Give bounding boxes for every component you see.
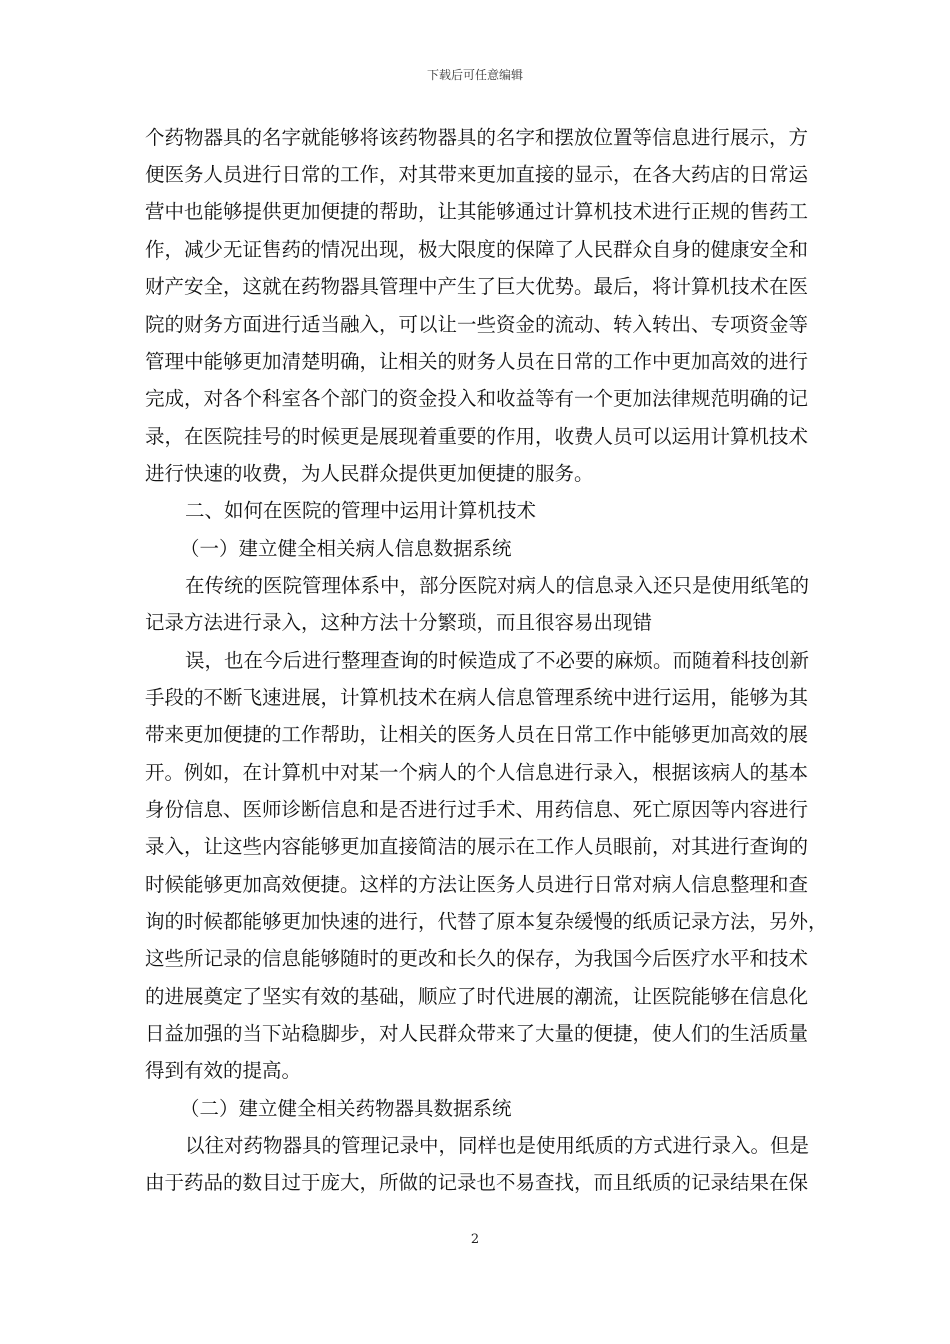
body-line: 询的时候都能够更加快速的进行，代替了原本复杂缓慢的纸质记录方法，另外， — [145, 910, 828, 933]
body-line: 日益加强的当下站稳脚步，对人民群众带来了大量的便捷，使人们的生活质量 — [145, 1022, 809, 1045]
body-line: 由于药品的数目过于庞大，所做的记录也不易查找，而且纸质的记录结果在保 — [145, 1171, 809, 1194]
body-line: 手段的不断飞速进展，计算机技术在病人信息管理系统中进行运用，能够为其 — [145, 686, 809, 709]
header-note: 下载后可任意编辑 — [426, 68, 523, 82]
body-line: 带来更加便捷的工作帮助，让相关的医务人员在日常工作中能够更加高效的展 — [145, 723, 809, 746]
body-line: 身份信息、医师诊断信息和是否进行过手术、用药信息、死亡原因等内容进行 — [145, 798, 809, 821]
body-line: 记录方法进行录入，这种方法十分繁琐，而且很容易出现错 — [145, 611, 653, 634]
body-line: 个药物器具的名字就能够将该药物器具的名字和摆放位置等信息进行展示，方 — [145, 126, 809, 149]
body-line: 误，也在今后进行整理查询的时候造成了不必要的麻烦。而随着科技创新 — [185, 649, 810, 672]
body-line: 在传统的医院管理体系中，部分医院对病人的信息录入还只是使用纸笔的 — [185, 574, 810, 597]
section-heading: 二、如何在医院的管理中运用计算机技术 — [185, 499, 537, 522]
body-line: 管理中能够更加清楚明确，让相关的财务人员在日常的工作中更加高效的进行 — [145, 350, 809, 373]
body-line: 便医务人员进行日常的工作，对其带来更加直接的显示，在各大药店的日常运 — [145, 163, 809, 186]
page-number: 2 — [470, 1232, 480, 1247]
body-line: 财产安全，这就在药物器具管理中产生了巨大优势。最后，将计算机技术在医 — [145, 275, 809, 298]
subsection-heading: （二）建立健全相关药物器具数据系统 — [180, 1097, 512, 1120]
body-line: 录入，让这些内容能够更加直接简洁的展示在工作人员眼前，对其进行查询的 — [145, 835, 809, 858]
body-line: 得到有效的提高。 — [145, 1059, 302, 1082]
body-line: 以往对药物器具的管理记录中，同样也是使用纸质的方式进行录入。但是 — [185, 1134, 810, 1157]
body-line: 完成，对各个科室各个部门的资金投入和收益等有一个更加法律规范明确的记 — [145, 387, 809, 410]
body-line: 院的财务方面进行适当融入，可以让一些资金的流动、转入转出、专项资金等 — [145, 313, 809, 336]
body-line: 这些所记录的信息能够随时的更改和长久的保存，为我国今后医疗水平和技术 — [145, 947, 809, 970]
subsection-heading: （一）建立健全相关病人信息数据系统 — [180, 537, 512, 560]
body-line: 营中也能够提供更加便捷的帮助，让其能够通过计算机技术进行正规的售药工 — [145, 200, 809, 223]
body-line: 时候能够更加高效便捷。这样的方法让医务人员进行日常对病人信息整理和查 — [145, 873, 809, 896]
body-line: 进行快速的收费，为人民群众提供更加便捷的服务。 — [145, 462, 594, 485]
body-line: 录，在医院挂号的时候更是展现着重要的作用，收费人员可以运用计算机技术 — [145, 425, 809, 448]
body-line: 的进展奠定了坚实有效的基础，顺应了时代进展的潮流，让医院能够在信息化 — [145, 985, 809, 1008]
body-line: 作，减少无证售药的情况出现，极大限度的保障了人民群众自身的健康安全和 — [145, 238, 809, 261]
body-line: 开。例如，在计算机中对某一个病人的个人信息进行录入，根据该病人的基本 — [145, 761, 809, 784]
